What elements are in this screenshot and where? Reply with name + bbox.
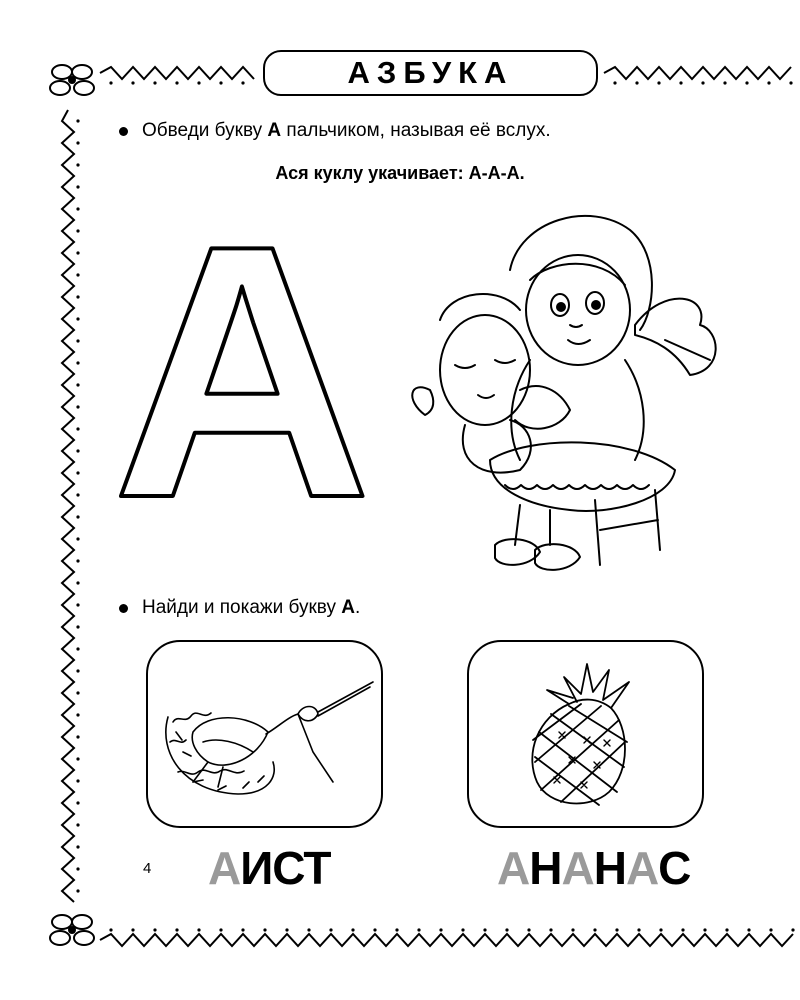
border-dot: [263, 928, 266, 931]
border-dot: [76, 713, 79, 716]
border-dot: [109, 81, 112, 84]
border-dot: [351, 928, 354, 931]
border-bottom-zigzag: [100, 934, 793, 946]
word-letters: ИСТ: [240, 842, 331, 894]
border-dot: [767, 81, 770, 84]
border-dot: [635, 81, 638, 84]
border-dot: [76, 207, 79, 210]
instruction-find-letter: [119, 597, 360, 619]
corner-flower-icon: [50, 65, 94, 95]
border-dot: [175, 81, 178, 84]
border-dot: [76, 735, 79, 738]
border-dot: [329, 928, 332, 931]
border-top-right-zigzag: [604, 67, 791, 79]
border-dot: [76, 141, 79, 144]
border-dot: [76, 317, 79, 320]
pineapple-icon: [469, 642, 701, 826]
border-dot: [791, 928, 794, 931]
border-dot: [76, 647, 79, 650]
border-dot: [76, 273, 79, 276]
border-dot: [637, 928, 640, 931]
border-dot: [76, 691, 79, 694]
border-dot: [703, 928, 706, 931]
instruction-letter: А: [341, 597, 355, 618]
border-dot: [615, 928, 618, 931]
border-dot: [549, 928, 552, 931]
bullet-icon: [119, 604, 128, 613]
border-dot: [241, 81, 244, 84]
page-number: 4: [143, 860, 152, 877]
word-letters: Н: [529, 842, 562, 894]
border-dot: [131, 81, 134, 84]
border-dot: [76, 295, 79, 298]
picture-card-pineapple[interactable]: [467, 640, 704, 828]
word-letters: С: [658, 842, 691, 894]
border-dot: [725, 928, 728, 931]
border-top-left-zigzag: [100, 67, 254, 79]
border-dot: [76, 427, 79, 430]
border-dot: [527, 928, 530, 931]
picture-card-stork[interactable]: [146, 640, 383, 828]
border-dot: [76, 185, 79, 188]
border-dot: [373, 928, 376, 931]
word-stork: [208, 841, 330, 895]
border-dot: [197, 81, 200, 84]
outline-letter-a[interactable]: [105, 228, 380, 503]
border-dot: [153, 928, 156, 931]
border-dot: [76, 581, 79, 584]
border-dot: [76, 559, 79, 562]
border-dot: [76, 383, 79, 386]
border-dot: [439, 928, 442, 931]
instruction-text: Найди и покажи букву: [142, 597, 342, 618]
border-dot: [76, 801, 79, 804]
highlighted-letter: А: [497, 842, 530, 894]
border-dot: [76, 845, 79, 848]
border-dot: [175, 928, 178, 931]
border-dot: [395, 928, 398, 931]
word-letters: Н: [593, 842, 626, 894]
outline-letter-glyph: А: [112, 228, 372, 503]
instruction-text: .: [355, 597, 361, 618]
border-dot: [76, 603, 79, 606]
stork-icon: [148, 642, 380, 826]
instruction-trace-letter: [119, 120, 551, 142]
corner-flower-icon: [50, 915, 94, 945]
border-dot: [681, 928, 684, 931]
border-dot: [76, 625, 79, 628]
border-dot: [219, 928, 222, 931]
border-dot: [197, 928, 200, 931]
border-dot: [76, 867, 79, 870]
border-dot: [723, 81, 726, 84]
rhyme-line: Ася куклу укачивает: А-А-А.: [275, 163, 525, 183]
border-dot: [76, 889, 79, 892]
border-dot: [76, 405, 79, 408]
border-dot: [76, 757, 79, 760]
border-dot: [657, 81, 660, 84]
instruction-letter: А: [267, 120, 282, 141]
border-dot: [679, 81, 682, 84]
border-dot: [285, 928, 288, 931]
border-dot: [153, 81, 156, 84]
border-left-zigzag: [62, 110, 74, 902]
border-dot: [76, 471, 79, 474]
border-dot: [76, 119, 79, 122]
border-dot: [571, 928, 574, 931]
border-dot: [76, 449, 79, 452]
border-dot: [76, 515, 79, 518]
border-dot: [747, 928, 750, 931]
border-dot: [76, 779, 79, 782]
border-dot: [241, 928, 244, 931]
border-dot: [76, 361, 79, 364]
highlighted-letter: А: [625, 842, 659, 894]
border-dot: [745, 81, 748, 84]
border-dot: [76, 339, 79, 342]
border-dot: [307, 928, 310, 931]
border-dot: [76, 251, 79, 254]
border-dot: [219, 81, 222, 84]
border-dot: [76, 669, 79, 672]
instruction-text: Обведи букву: [142, 120, 268, 141]
border-dot: [593, 928, 596, 931]
bullet-icon: [119, 127, 128, 136]
page-title-text: АЗБУКА: [347, 55, 514, 90]
border-dot: [109, 928, 112, 931]
border-dot: [789, 81, 792, 84]
border-dot: [613, 81, 616, 84]
border-dot: [76, 493, 79, 496]
page-title: [263, 50, 598, 96]
highlighted-letter: А: [561, 842, 594, 894]
border-dot: [659, 928, 662, 931]
border-dot: [76, 823, 79, 826]
border-dot: [769, 928, 772, 931]
highlighted-letter: А: [208, 842, 241, 894]
instruction-text: пальчиком, называя её вслух.: [281, 120, 551, 141]
girl-with-doll-illustration: [410, 200, 740, 585]
border-dot: [131, 928, 134, 931]
border-dot: [417, 928, 420, 931]
border-dot: [505, 928, 508, 931]
border-dot: [483, 928, 486, 931]
border-dot: [76, 537, 79, 540]
border-dot: [76, 229, 79, 232]
border-dot: [461, 928, 464, 931]
border-dot: [701, 81, 704, 84]
word-pineapple: [497, 841, 690, 895]
